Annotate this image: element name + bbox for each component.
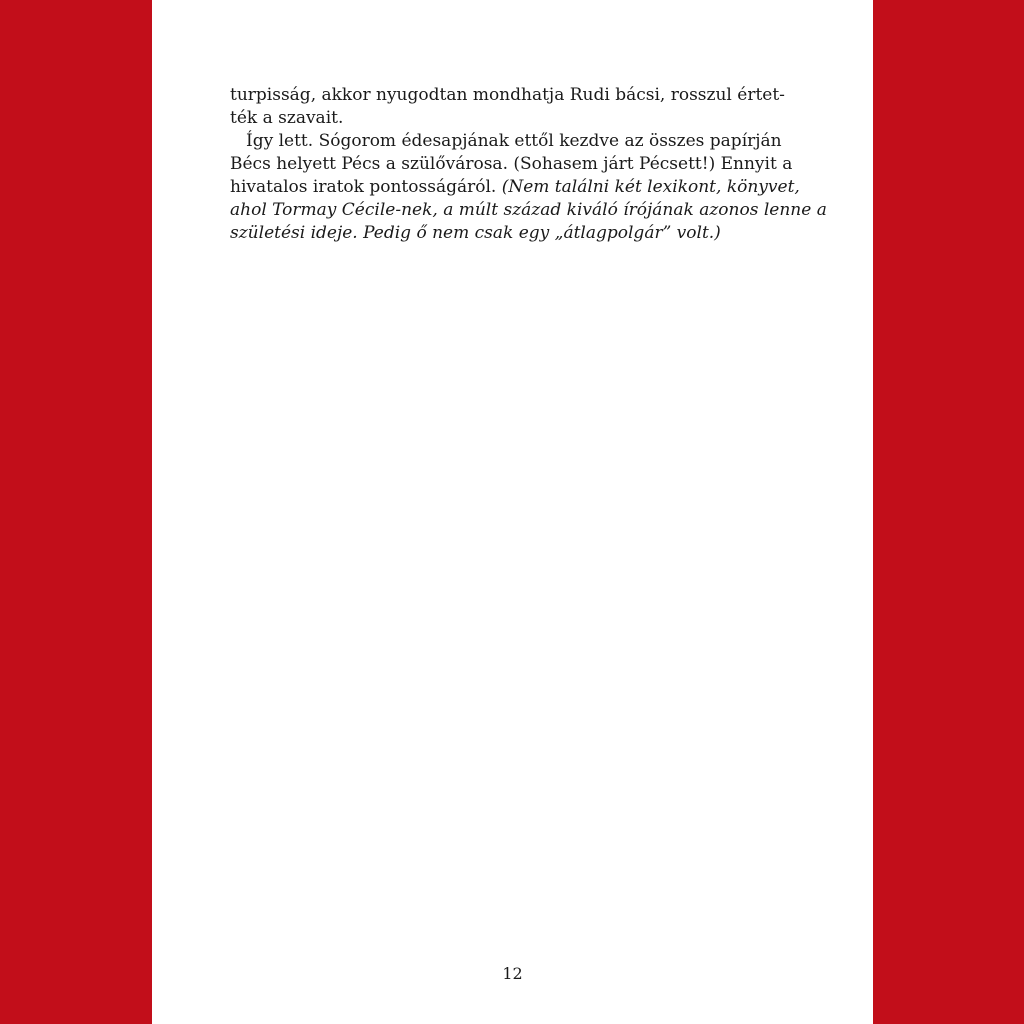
paragraph-1: [230, 84, 785, 130]
text-line: ahol Tormay Cécile-nek, a múlt század kiváló írójának azonos lenne a: [230, 200, 827, 220]
page-number: 12: [502, 964, 523, 983]
text-line: Így lett. Sógorom édesapjának ettől kezdve az összes papírján: [246, 131, 782, 151]
book-page: [152, 0, 873, 1024]
text-line: születési ideje. Pedig ő nem csak egy „átlagpolgár” volt.): [230, 223, 721, 243]
paragraph-2: [230, 130, 827, 245]
text-line: ték a szavait.: [230, 108, 344, 128]
body-text: [230, 84, 827, 245]
text-segment-italic: (Nem találni két lexikont, könyvet,: [501, 177, 800, 197]
text-line-mixed: [230, 176, 800, 199]
text-line: Bécs helyett Pécs a szülővárosa. (Sohasem járt Pécsett!) Ennyit a: [230, 154, 793, 174]
text-segment-regular: hivatalos iratok pontosságáról.: [230, 177, 497, 197]
text-line: turpisság, akkor nyugodtan mondhatja Rudi bácsi, rosszul értet-: [230, 85, 785, 105]
